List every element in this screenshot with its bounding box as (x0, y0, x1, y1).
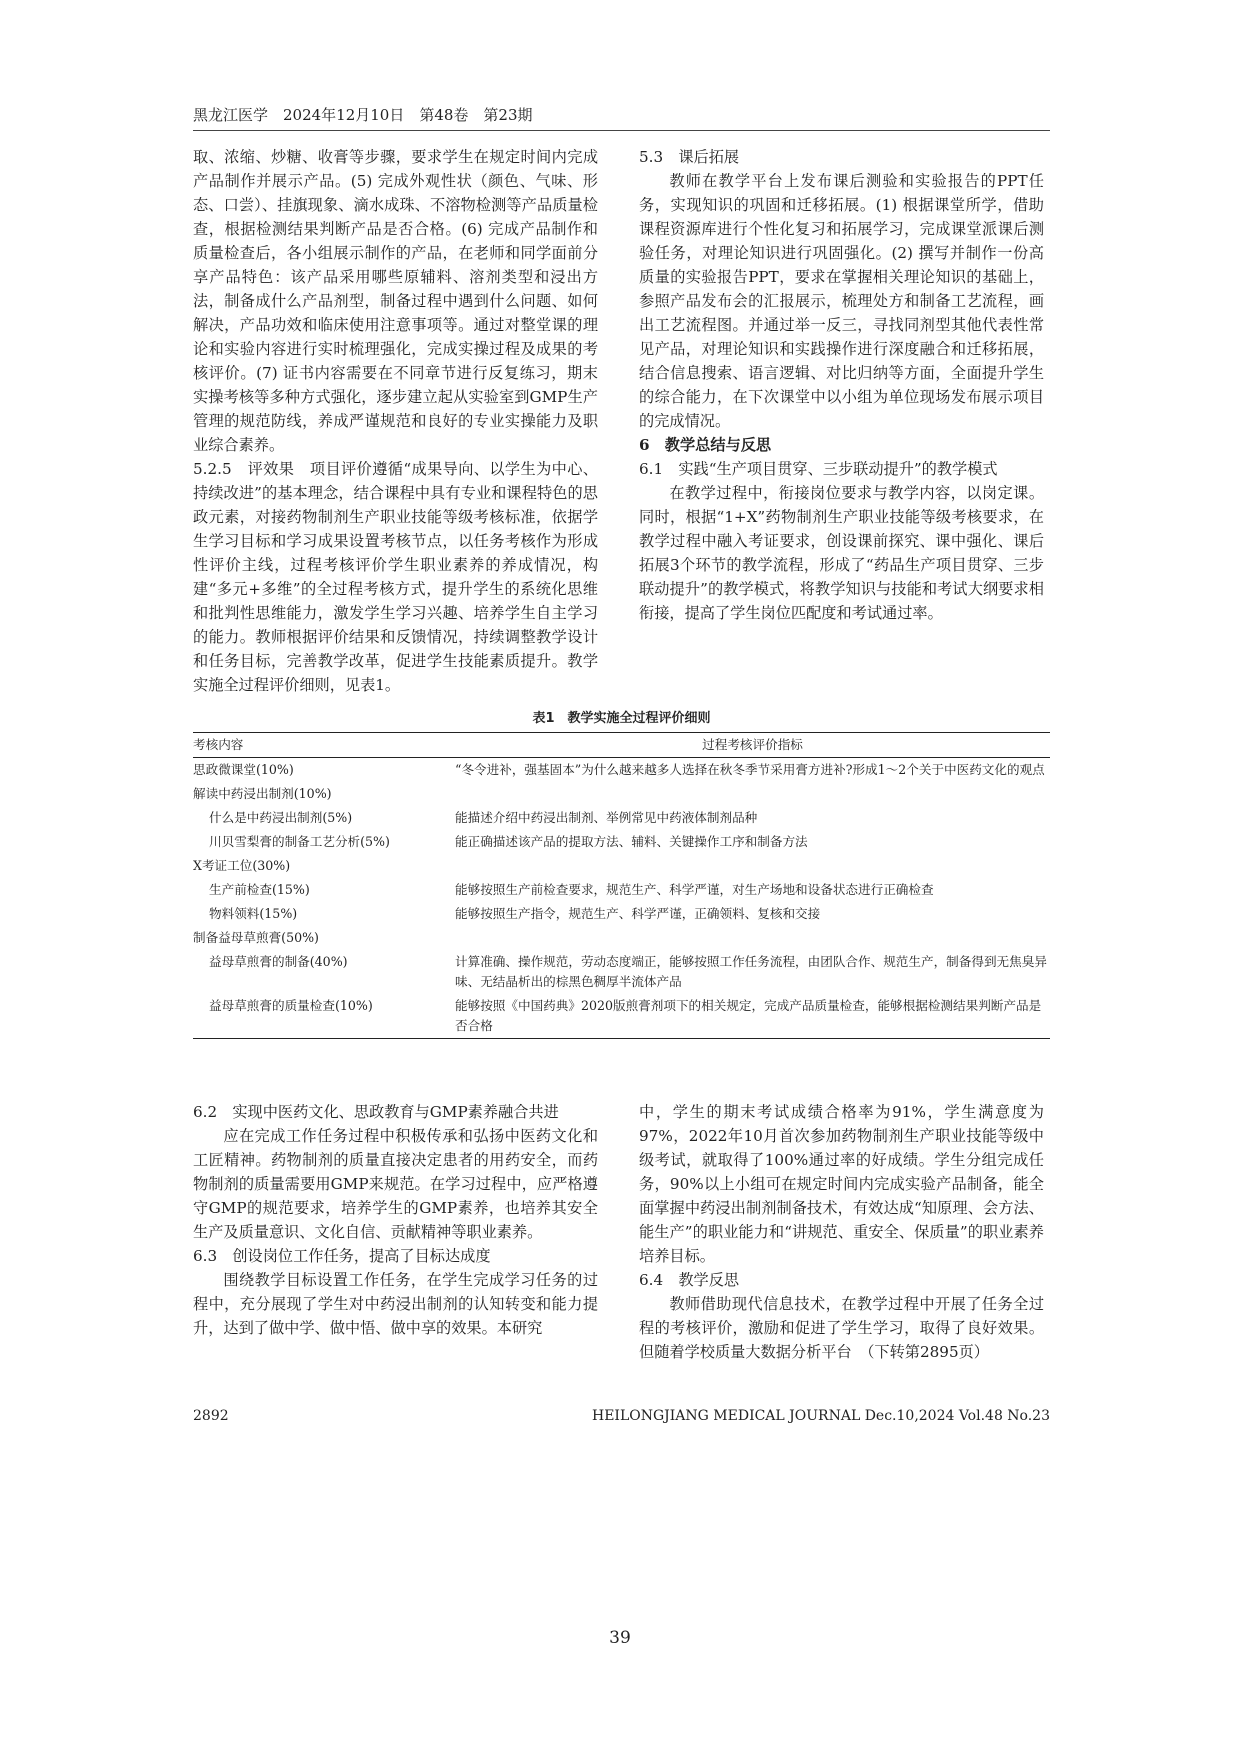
table-cell-criteria: 能够按照生产指令，规范生产、科学严谨，正确领料、复核和交接 (455, 906, 821, 921)
body-paragraph: 在教学过程中，衔接岗位要求与教学内容，以岗定课。同时，根据“1+X”药物制剂生产职业技能等级考核要求，在教学过程中融入考证要求，创设课前探究、课中强化、课后拓展3个环节的教学流程，形成了“药品生产项目贯穿、三步联动提升”的教学模式，将教学知识与技能和考试大纲要求相衔接，提高了学生岗位匹配度和考试通过率。 (639, 484, 1044, 622)
body-paragraph: 5.2.5 评效果 项目评价遵循“成果导向、以学生为中心、持续改进”的基本理念，结合课程中具有专业和课程特色的思政元素，对接药物制剂生产职业技能等级考核标准，依据学生学习目标和学习成果设置考核节点，以任务考核作为形成性评价主线，过程考核评价学生职业素养的养成情况，构建“多元+多维”的全过程考核方式，提升学生的系统化思维和批判性思维能力，激发学生学习兴趣、培养学生自主学习的能力。教师根据评价结果和反馈情况，持续调整教学设计和任务目标，完善教学改革，促进学生技能素质提升。教学实施全过程评价细则，见表1。 (193, 460, 598, 694)
table-row (193, 782, 1050, 806)
subsection-heading: 6.1 实践“生产项目贯穿、三步联动提升”的教学模式 (639, 460, 998, 478)
table-cell-item: 什么是中药浸出制剂(5%) (209, 810, 353, 825)
subsection-heading: 5.3 课后拓展 (639, 148, 740, 166)
table-row (193, 902, 1050, 926)
footer-page-number: 2892 (193, 1408, 229, 1424)
table-cell-criteria (455, 784, 1050, 804)
table-cell-item: 益母草煎膏的质量检查(10%) (209, 998, 373, 1013)
running-footer (193, 1408, 1050, 1424)
section-heading: 6 教学总结与反思 (639, 436, 772, 454)
table-row (193, 878, 1050, 902)
body-paragraph: 教师借助现代信息技术，在教学过程中开展了任务全过程的考核评价，激励和促进了学生学习，取得了良好效果。但随着学校质量大数据分析平台 （下转第2895页） (639, 1295, 1044, 1361)
table-row (193, 994, 1050, 1038)
right-column-top (639, 145, 1044, 625)
left-column-bottom (193, 1100, 598, 1340)
body-paragraph: 围绕教学目标设置工作任务，在学生完成学习任务的过程中，充分展现了学生对中药浸出制剂的认知转变和能力提升，达到了做中学、做中悟、做中享的效果。本研究 (193, 1271, 598, 1337)
table-cell-criteria: 能够按照《中国药典》2020版煎膏剂项下的相关规定，完成产品质量检查，能够根据检测结果判断产品是否合格 (455, 998, 1042, 1033)
left-column-top (193, 145, 598, 697)
table-cell-criteria: 计算准确、操作规范，劳动态度端正，能够按照工作任务流程，由团队合作、规范生产，制备得到无焦臭异味、无结晶析出的棕黑色稠厚半流体产品 (455, 954, 1047, 989)
table-header-cell: 考核内容 (193, 737, 244, 752)
table-header-row (193, 733, 1050, 758)
table-cell-item: 思政微课堂(10%) (193, 762, 294, 777)
body-paragraph: 中，学生的期末考试成绩合格率为91%，学生满意度为97%，2022年10月首次参加药物制剂生产职业技能等级中级考试，就取得了100%通过率的好成绩。学生分组完成任务，90%以上小组可在规定时间内完成实验产品制备，能全面掌握中药浸出制剂制备技术，有效达成“知原理、会方法、能生产”的职业能力和“讲规范、重安全、保质量”的职业素养培养目标。 (639, 1103, 1044, 1265)
table-cell-criteria: 能正确描述该产品的提取方法、辅料、关键操作工序和制备方法 (455, 834, 808, 849)
table-cell-criteria (455, 928, 1050, 948)
table-row (193, 950, 1050, 994)
table-cell-criteria: 能够按照生产前检查要求，规范生产、科学严谨，对生产场地和设备状态进行正确检查 (455, 882, 934, 897)
body-paragraph: 教师在教学平台上发布课后测验和实验报告的PPT任务，实现知识的巩固和迁移拓展。(1) 根据课堂所学，借助课程资源库进行个性化复习和拓展学习，完成课堂派课后测验任务，对理论知识进行巩固强化。(2) 撰写并制作一份高质量的实验报告PPT，要求在掌握相关理论知识的基础上，参照产品发布会的汇报展示，梳理处方和制备工艺流程，画出工艺流程图。并通过举一反三，寻找同剂型其他代表性常见产品，对理论知识和实践操作进行深度融合和迁移拓展，结合信息搜索、语言逻辑、对比归纳等方面，全面提升学生的综合能力，在下次课堂中以小组为单位现场发布展示项目的完成情况。 (639, 172, 1044, 430)
subsection-heading: 6.2 实现中医药文化、思政教育与GMP素养融合共进 (193, 1103, 559, 1121)
table-cell-item: 生产前检查(15%) (209, 882, 310, 897)
table-cell-item: 解读中药浸出制剂(10%) (193, 786, 332, 801)
running-header: 黑龙江医学 2024年12月10日 第48卷 第23期 (193, 104, 1050, 131)
table-cell-criteria (455, 856, 1050, 876)
table-cell-item: 物料领料(15%) (209, 906, 298, 921)
right-column-bottom (639, 1100, 1044, 1364)
table-row (193, 854, 1050, 878)
scan-page-number: 39 (609, 1628, 631, 1648)
table-row (193, 806, 1050, 830)
subsection-heading: 6.4 教学反思 (639, 1271, 740, 1289)
table-cell-criteria: “冬令进补，强基固本”为什么越来越多人选择在秋冬季节采用膏方进补?形成1～2个关于中医药文化的观点 (455, 762, 1045, 777)
table-row (193, 830, 1050, 854)
body-paragraph: 取、浓缩、炒糖、收膏等步骤，要求学生在规定时间内完成产品制作并展示产品。(5) 完成外观性状（颜色、气味、形态、口尝）、挂旗现象、滴水成珠、不溶物检测等产品质量检查，根据检测结果判断产品是否合格。(6) 完成产品制作和质量检查后，各小组展示制作的产品，在老师和同学面前分享产品特色：该产品采用哪些原辅料、溶剂类型和浸出方法，制备成什么产品剂型，制备过程中遇到什么问题、如何解决，产品功效和临床使用注意事项等。通过对整堂课的理论和实验内容进行实时梳理强化，完成实操过程及成果的考核评价。(7) 证书内容需要在不同章节进行反复练习，期末实操考核等多种方式强化，逐步建立起从实验室到GMP生产管理的规范防线，养成严谨规范和良好的专业实操能力及职业综合素养。 (193, 148, 598, 454)
table-cell-criteria: 能描述介绍中药浸出制剂、举例常见中药液体制剂品种 (455, 810, 758, 825)
evaluation-table (193, 732, 1050, 1039)
subsection-heading: 6.3 创设岗位工作任务，提高了目标达成度 (193, 1247, 491, 1265)
table-cell-item: 川贝雪梨膏的制备工艺分析(5%) (209, 834, 390, 849)
table-body (193, 758, 1050, 1038)
table-row (193, 926, 1050, 950)
body-paragraph: 应在完成工作任务过程中积极传承和弘扬中医药文化和工匠精神。药物制剂的质量直接决定患者的用药安全，而药物制剂的质量需要用GMP来规范。在学习过程中，应严格遵守GMP的规范要求，培养学生的GMP素养，也培养其安全生产及质量意识、文化自信、贡献精神等职业素养。 (193, 1127, 598, 1241)
table-cell-item: 制备益母草煎膏(50%) (193, 930, 319, 945)
table-cell-item: 益母草煎膏的制备(40%) (209, 954, 348, 969)
table-caption: 表1 教学实施全过程评价细则 (532, 711, 711, 726)
table-header-cell: 过程考核评价指标 (702, 737, 803, 752)
table-row (193, 758, 1050, 782)
table-cell-item: X考证工位(30%) (193, 858, 291, 873)
footer-journal-info: HEILONGJIANG MEDICAL JOURNAL Dec.10,2024 Vol.48 No.23 (591, 1408, 1050, 1424)
